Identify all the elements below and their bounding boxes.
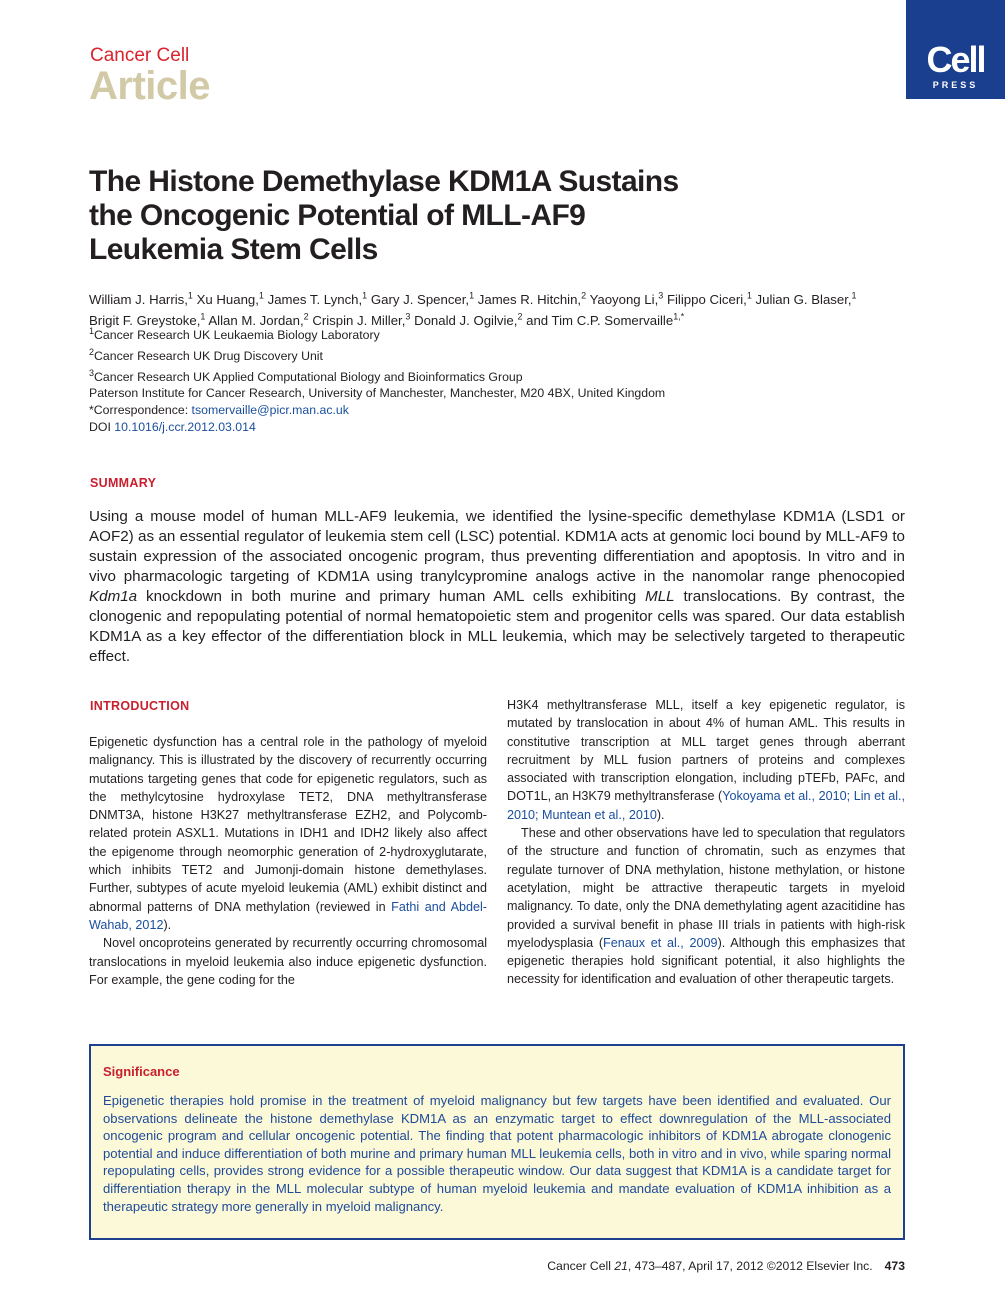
summary-text: Using a mouse model of human MLL-AF9 leukemia, we identified the lysine-specific demethylase KDM1A (LSD1 or AOF2) as an essential regulator of leukemia stem cell (LSC) potential. KDM1A acts at genomic loci bound by MLL-AF9 to sustain expression of the associated oncogenic program, thus preventing differentiation and apoptosis. In vitro and in vivo pharmacologic targeting of KDM1A using tranylcypromine analogs active in the nanomolar range phenocopied Kdm1a knockdown in both murine and primary human AML cells exhibiting MLL translocations. By contrast, the clonogenic and repopulating potential of normal hematopoietic stem and progenitor cells was spared. Our data establish KDM1A as a key effector of the differentiation block in MLL leukemia, which may be selectively targeted to therapeutic effect. [89,508,905,665]
paragraph: Epigenetic dysfunction has a central role in the pathology of myeloid malignancy. This is illustrated by the discovery of recurrently occurring mutations targeting genes that code for epigenetic regulators, such as the methylcytosine hydroxylase TET2, DNA methyltransferase DNMT3A, histone H3K27 methyltransferase EZH2, and Polycomb-related protein ASXL1. Mutations in IDH1 and IDH2 likely also affect the epigenome through neomorphic generation of 2-hydroxyglutarate, which inhibits TET2 and Jumonji-domain histone demethylases. Further, subtypes of acute myeloid leukemia (AML) exhibit distinct and abnormal patterns of DNA methylation (reviewed in Fathi and Abdel-Wahab, 2012). [89,735,488,932]
affiliation: $^3$Cancer Research UK Applied Computational Biology and Bioinformatics Group [89,367,523,384]
summary-heading: SUMMARY [90,476,157,490]
logo-cell-text: Cell [926,39,985,80]
correspondence-email-link[interactable]: tsomervaille@picr.man.ac.uk [191,403,349,418]
paragraph: H3K4 methyltransferase MLL, itself a key epigenetic regulator, is mutated by translocation in about 4% of human AML. This results in constitutive transcription at MLL target genes through aberrant recruitment by MLL fusion partners of proteins and complexes associated with transcription elongation, including pTEFb, PAFc, and DOT1L, an H3K79 methyltransferase (Yokoyama et al., 2010; Lin et al., 2010; Muntean et al., 2010). [507,698,906,822]
affiliations [89,323,919,436]
affiliation: Paterson Institute for Cancer Research, University of Manchester, Manchester, M20 4BX, United Kingdom [89,386,666,401]
author-name: James T. Lynch,$^1$ [267,291,368,308]
article-title [89,165,809,267]
introduction-heading: INTRODUCTION [90,699,190,713]
paragraph: These and other observations have led to speculation that regulators of the structure and function of chromatin, such as enzymes that regulate turnover of DNA methylation, histone methylation, or histone acetylation, might be attractive therapeutic targets in myeloid malignancy. To date, only the DNA demethylating agent azacitidine has provided a survival benefit in phase III trials in patients with high-risk myelodysplasia (Fenaux et al., 2009). Although this emphasizes that epigenetic therapies hold significant potential, it also highlights the necessity for identification and evaluation of other therapeutic targets. [507,826,906,987]
affiliation: $^1$Cancer Research UK Leukaemia Biology Laboratory [89,326,380,343]
cell-press-logo[interactable] [906,0,1005,99]
significance-box [89,1044,905,1240]
title-line: the Oncogenic Potential of MLL-AF9 [89,199,586,232]
author-name: Gary J. Spencer,$^1$ [370,291,475,308]
page-footer: Cancer Cell 21, 473–487, April 17, 2012 ©2012 Elsevier Inc. 473 [547,1259,905,1273]
author-name: Crispin J. Miller,$^3$ [312,311,411,328]
doi: DOI 10.1016/j.ccr.2012.03.014 [89,419,256,434]
title-line: Leukemia Stem Cells [89,233,378,266]
article-type-label: Article [89,64,210,108]
correspondence: *Correspondence: tsomervaille@picr.man.ac.uk [89,403,349,418]
author-name: and Tim C.P. Somervaille$^{1,*}$ [526,311,685,328]
author-name: Yaoyong Li,$^3$ [589,291,664,308]
journal-name: Cancer Cell [90,45,190,66]
author-name: Filippo Ciceri,$^1$ [666,291,752,308]
paragraph: Novel oncoproteins generated by recurrently occurring chromosomal translocations in myeloid leukemia also induce epigenetic dysfunction. For example, the gene coding for the [89,936,487,987]
author-name: William J. Harris,$^1$ [89,291,193,308]
author-name: Brigit F. Greystoke,$^1$ [89,311,206,328]
affiliation: $^2$Cancer Research UK Drug Discovery Unit [89,346,323,363]
introduction-left-column [89,733,487,989]
citation-link[interactable]: Yokoyama et al., 2010; Lin et al., 2010; Muntean et al., 2010 [507,789,906,822]
page-number: 473 [884,1259,905,1273]
significance-text: Epigenetic therapies hold promise in the treatment of myeloid malignancy but few targets have been identified and evaluated. Our observations delineate the histone demethylase KDM1A as an enzymatic target to effect downregulation of the MLL-associated oncogenic program and cellular oncogenic potential. The finding that potent pharmacologic inhibitors of KDM1A abrogate clonogenic potential and induce differentiation of both murine and primary human MLL leukemia cells, both in vitro and in vivo, while sparing normal repopulating cells, provides strong evidence for a possible therapeutic window. Our data suggest that KDM1A is a candidate target for differentiation therapy in the MLL molecular subtype of human myeloid leukemia and mandate evaluation of KDM1A inhibition as a therapeutic strategy more generally in myeloid malignancy. [103,1093,891,1214]
citation-link[interactable]: Fenaux et al., 2009 [603,935,718,950]
author-name: Donald J. Ogilvie,$^2$ [414,311,523,328]
doi-link[interactable]: 10.1016/j.ccr.2012.03.014 [114,419,256,434]
title-line: The Histone Demethylase KDM1A Sustains [89,165,679,198]
introduction-right-column [507,696,905,989]
author-name: James R. Hitchin,$^2$ [477,291,587,308]
author-name: Allan M. Jordan,$^2$ [208,311,309,328]
significance-heading: Significance [103,1064,180,1079]
author-name: Julian G. Blaser,$^1$ [755,291,857,308]
author-name: Xu Huang,$^1$ [196,291,264,308]
citation-link[interactable]: Fathi and Abdel-Wahab, 2012 [89,899,488,932]
logo-press-text: PRESS [932,80,979,90]
